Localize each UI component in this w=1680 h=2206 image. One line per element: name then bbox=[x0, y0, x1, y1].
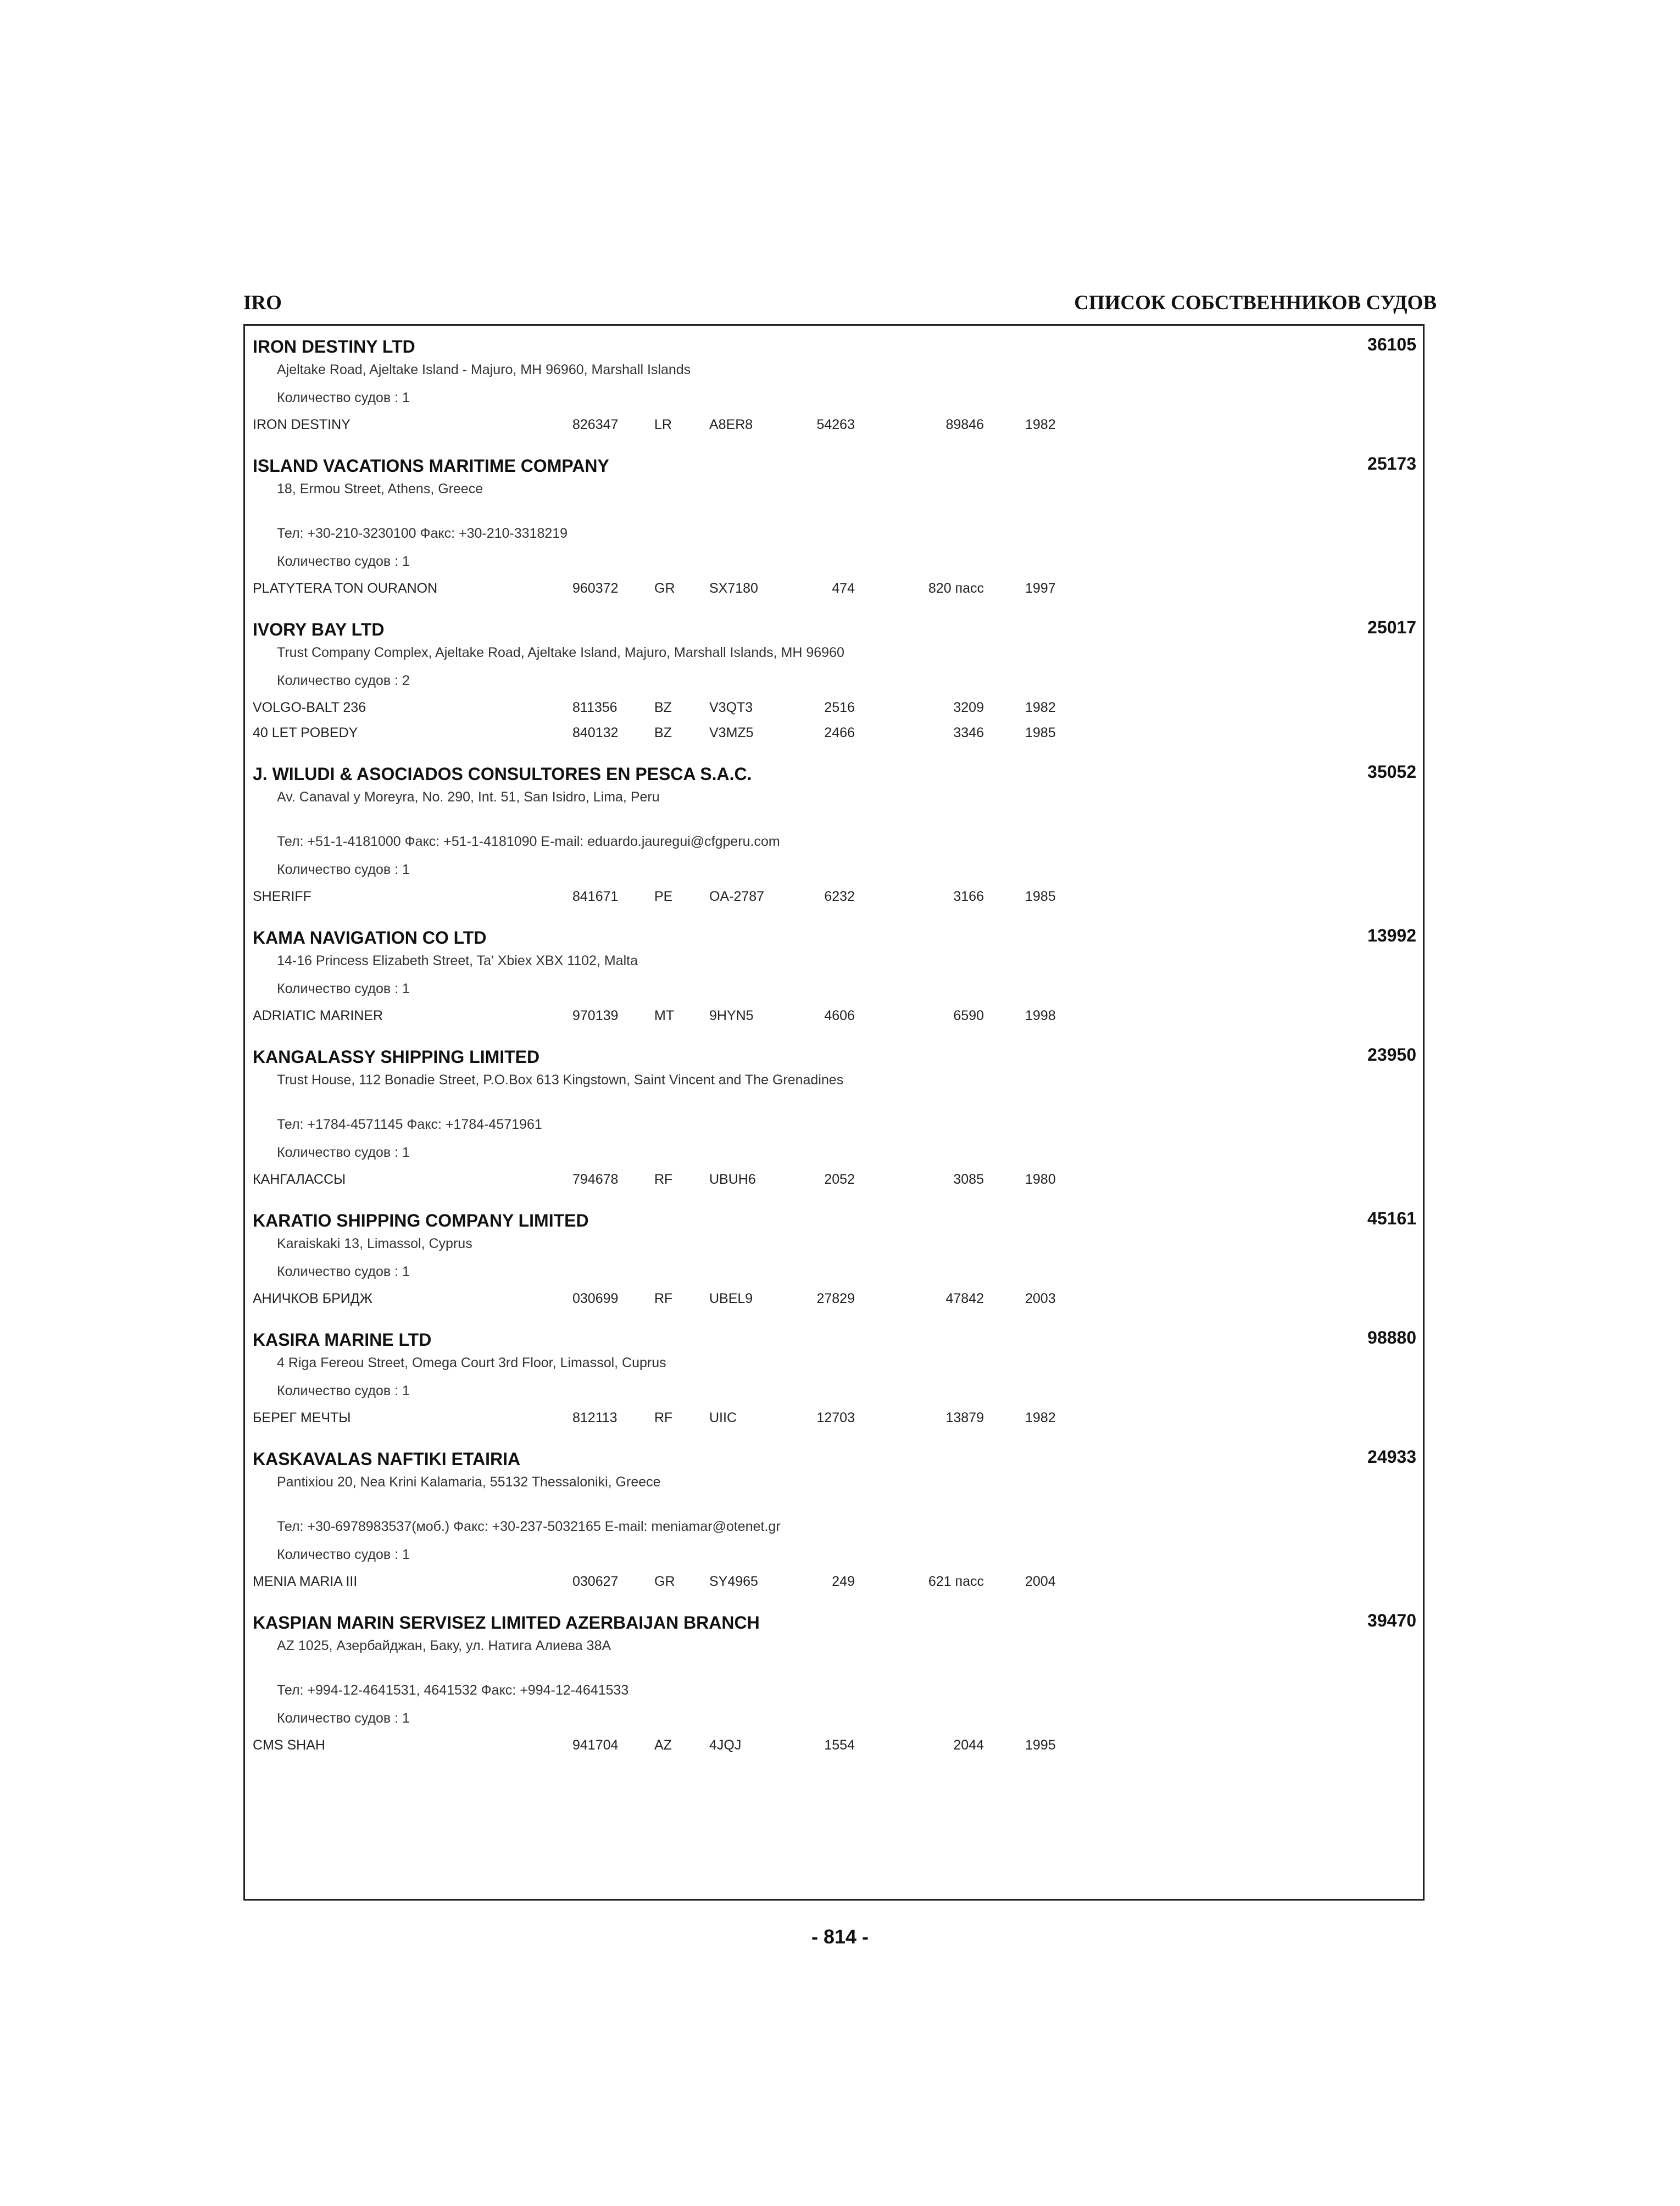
vessel-name: КАНГАЛАССЫ bbox=[253, 1172, 346, 1187]
spacer bbox=[245, 1594, 1423, 1602]
vessel-flag: RF bbox=[654, 1410, 673, 1425]
owner-entry bbox=[245, 1602, 1423, 1765]
owner-line bbox=[245, 1200, 1423, 1230]
vessel-row bbox=[245, 412, 1423, 437]
owner-line bbox=[245, 1438, 1423, 1468]
vessel-deadweight: 6590 bbox=[953, 1008, 984, 1023]
owner-address: Trust House, 112 Bonadie Street, P.O.Box 613 Kingstown, Saint Vincent and The Grenadines bbox=[277, 1072, 844, 1088]
owner-contacts: Тел: +1784-4571145 Факс: +1784-4571961 bbox=[277, 1117, 542, 1132]
vessel-flag: GR bbox=[654, 581, 675, 596]
vessel-imo: 960372 bbox=[572, 581, 619, 596]
vessel-count: Количество судов : 1 bbox=[277, 390, 410, 405]
vessel-count: Количество судов : 2 bbox=[277, 673, 410, 688]
vessel-deadweight: 89846 bbox=[945, 417, 984, 432]
vessel-name: PLATYTERA TON OURANON bbox=[253, 581, 438, 596]
vessel-build-year: 1997 bbox=[1025, 581, 1056, 596]
owner-address: Trust Company Complex, Ajeltake Road, Ajeltake Island, Majuro, Marshall Islands, MH 96960 bbox=[277, 645, 844, 660]
vessel-imo: 841671 bbox=[572, 889, 619, 904]
owner-line bbox=[245, 917, 1423, 947]
vessel-gross-tonnage: 6232 bbox=[824, 889, 855, 904]
owner-contacts: Тел: +30-210-3230100 Факс: +30-210-3318219 bbox=[277, 526, 568, 541]
page-number: - 814 - bbox=[811, 1925, 869, 1948]
owner-entry bbox=[245, 609, 1423, 753]
vessel-flag: RF bbox=[654, 1291, 673, 1306]
owner-line bbox=[245, 753, 1423, 783]
vessel-call-sign: SY4965 bbox=[709, 1574, 758, 1589]
vessel-build-year: 1982 bbox=[1025, 1410, 1056, 1425]
vessel-gross-tonnage: 12703 bbox=[816, 1410, 855, 1425]
owner-list-frame bbox=[243, 324, 1425, 1901]
vessel-row bbox=[245, 695, 1423, 720]
owner-address: Pantixiou 20, Nea Krini Kalamaria, 55132 Thessaloniki, Greece bbox=[277, 1474, 661, 1490]
owner-address: Av. Canaval y Moreyra, No. 290, Int. 51, San Isidro, Lima, Peru bbox=[277, 789, 660, 805]
vessel-call-sign: A8ER8 bbox=[709, 417, 753, 432]
vessel-flag: AZ bbox=[654, 1737, 672, 1753]
vessel-row bbox=[245, 1733, 1423, 1758]
owner-line bbox=[245, 445, 1423, 475]
vessel-name: MENIA MARIA III bbox=[253, 1574, 358, 1589]
vessel-row bbox=[245, 720, 1423, 745]
owner-id: 35052 bbox=[1367, 762, 1416, 782]
vessel-deadweight: 47842 bbox=[945, 1291, 984, 1306]
running-head-title: СПИСОК СОБСТВЕННИКОВ СУДОВ bbox=[1074, 292, 1437, 314]
vessel-gross-tonnage: 54263 bbox=[816, 417, 855, 432]
owner-name: KASIRA MARINE LTD bbox=[253, 1330, 432, 1350]
vessel-flag: PE bbox=[654, 889, 673, 904]
owner-id: 39470 bbox=[1367, 1611, 1416, 1630]
owner-id: 36105 bbox=[1367, 335, 1416, 354]
vessel-count: Количество судов : 1 bbox=[277, 554, 410, 569]
owner-line bbox=[245, 1319, 1423, 1349]
owner-id: 25017 bbox=[1367, 617, 1416, 637]
vessel-flag: BZ bbox=[654, 700, 672, 715]
vessel-row bbox=[245, 1003, 1423, 1028]
owner-contacts: Тел: +51-1-4181000 Факс: +51-1-4181090 E-mail: eduardo.jauregui@cfgperu.com bbox=[277, 834, 780, 849]
owner-name: KARATIO SHIPPING COMPANY LIMITED bbox=[253, 1211, 589, 1230]
vessel-flag: BZ bbox=[654, 725, 672, 740]
owner-name: J. WILUDI & ASOCIADOS CONSULTORES EN PESCA S.A.C. bbox=[253, 764, 752, 784]
vessel-count: Количество судов : 1 bbox=[277, 1547, 410, 1562]
vessel-call-sign: UIIC bbox=[709, 1410, 737, 1425]
vessel-count: Количество судов : 1 bbox=[277, 1264, 410, 1279]
spacer bbox=[245, 1028, 1423, 1036]
owner-address: AZ 1025, Азербайджан, Баку, ул. Натига Алиева 38А bbox=[277, 1638, 611, 1653]
owner-entry bbox=[245, 753, 1423, 917]
vessel-imo: 030699 bbox=[572, 1291, 619, 1306]
vessel-imo: 840132 bbox=[572, 725, 619, 740]
spacer bbox=[245, 503, 1423, 520]
owner-name: ISLAND VACATIONS MARITIME COMPANY bbox=[253, 456, 609, 476]
owner-name: IVORY BAY LTD bbox=[253, 620, 385, 639]
vessel-name: АНИЧКОВ БРИДЖ bbox=[253, 1291, 372, 1306]
owner-entry bbox=[245, 1036, 1423, 1200]
vessel-imo: 794678 bbox=[572, 1172, 619, 1187]
spacer bbox=[245, 1660, 1423, 1676]
owner-entry bbox=[245, 326, 1423, 445]
spacer bbox=[245, 1496, 1423, 1513]
vessel-gross-tonnage: 2516 bbox=[824, 700, 855, 715]
vessel-gross-tonnage: 27829 bbox=[816, 1291, 855, 1306]
owner-entry bbox=[245, 1438, 1423, 1602]
vessel-flag: MT bbox=[654, 1008, 675, 1023]
vessel-count: Количество судов : 1 bbox=[277, 1711, 410, 1726]
vessel-row bbox=[245, 1405, 1423, 1430]
spacer bbox=[245, 1311, 1423, 1319]
vessel-build-year: 1998 bbox=[1025, 1008, 1056, 1023]
vessel-count: Количество судов : 1 bbox=[277, 862, 410, 877]
vessel-imo: 826347 bbox=[572, 417, 619, 432]
vessel-deadweight: 3209 bbox=[953, 700, 984, 715]
owner-entry bbox=[245, 917, 1423, 1036]
owner-entry bbox=[245, 445, 1423, 609]
vessel-build-year: 1985 bbox=[1025, 889, 1056, 904]
owner-address: Karaiskaki 13, Limassol, Cyprus bbox=[277, 1236, 472, 1251]
spacer bbox=[245, 601, 1423, 609]
vessel-flag: LR bbox=[654, 417, 672, 432]
vessel-imo: 941704 bbox=[572, 1737, 619, 1753]
vessel-build-year: 1982 bbox=[1025, 417, 1056, 432]
vessel-name: CMS SHAH bbox=[253, 1737, 325, 1753]
vessel-row bbox=[245, 1569, 1423, 1594]
vessel-gross-tonnage: 474 bbox=[832, 581, 855, 596]
vessel-imo: 811356 bbox=[572, 700, 618, 715]
vessel-deadweight: 3346 bbox=[953, 725, 984, 740]
spacer bbox=[245, 437, 1423, 445]
vessel-imo: 970139 bbox=[572, 1008, 619, 1023]
running-head bbox=[243, 291, 1437, 324]
owner-address: 14-16 Princess Elizabeth Street, Ta' Xbiex XBX 1102, Malta bbox=[277, 953, 638, 968]
vessel-build-year: 1982 bbox=[1025, 700, 1056, 715]
vessel-imo: 812113 bbox=[572, 1410, 618, 1425]
owner-name: KAMA NAVIGATION CO LTD bbox=[253, 928, 487, 948]
spacer bbox=[245, 909, 1423, 917]
owner-contacts: Тел: +994-12-4641531, 4641532 Факс: +994-12-4641533 bbox=[277, 1683, 629, 1698]
vessel-deadweight: 2044 bbox=[953, 1737, 984, 1753]
vessel-deadweight: 820 пасс bbox=[928, 581, 984, 596]
vessel-count: Количество судов : 1 bbox=[277, 981, 410, 996]
owner-name: IRON DESTINY LTD bbox=[253, 337, 415, 356]
owner-address: Ajeltake Road, Ajeltake Island - Majuro, MH 96960, Marshall Islands bbox=[277, 362, 691, 377]
spacer bbox=[245, 1430, 1423, 1438]
spacer bbox=[245, 1192, 1423, 1200]
vessel-call-sign: UBUH6 bbox=[709, 1172, 756, 1187]
spacer bbox=[245, 1094, 1423, 1111]
owner-line bbox=[245, 1036, 1423, 1066]
vessel-count: Количество судов : 1 bbox=[277, 1145, 410, 1160]
vessel-gross-tonnage: 4606 bbox=[824, 1008, 855, 1023]
owner-name: KASKAVALAS NAFTIKI ETAIRIA bbox=[253, 1449, 521, 1469]
owner-line bbox=[245, 609, 1423, 639]
owner-entry bbox=[245, 1200, 1423, 1319]
vessel-name: 40 LET POBEDY bbox=[253, 725, 358, 740]
vessel-build-year: 1985 bbox=[1025, 725, 1056, 740]
vessel-name: ADRIATIC MARINER bbox=[253, 1008, 383, 1023]
vessel-name: SHERIFF bbox=[253, 889, 311, 904]
vessel-call-sign: 4JQJ bbox=[709, 1737, 742, 1753]
owner-line bbox=[245, 326, 1423, 356]
owner-id: 13992 bbox=[1367, 926, 1416, 945]
vessel-build-year: 2003 bbox=[1025, 1291, 1056, 1306]
vessel-imo: 030627 bbox=[572, 1574, 619, 1589]
vessel-call-sign: OA-2787 bbox=[709, 889, 765, 904]
owner-id: 98880 bbox=[1367, 1328, 1416, 1347]
vessel-call-sign: 9HYN5 bbox=[709, 1008, 754, 1023]
vessel-deadweight: 621 пасс bbox=[928, 1574, 984, 1589]
owner-id: 45161 bbox=[1367, 1208, 1416, 1228]
vessel-deadweight: 3166 bbox=[953, 889, 984, 904]
owner-id: 23950 bbox=[1367, 1045, 1416, 1065]
vessel-gross-tonnage: 2052 bbox=[824, 1172, 855, 1187]
vessel-row bbox=[245, 1167, 1423, 1192]
vessel-build-year: 1995 bbox=[1025, 1737, 1056, 1753]
vessel-call-sign: V3QT3 bbox=[709, 700, 753, 715]
vessel-name: VOLGO-BALT 236 bbox=[253, 700, 366, 715]
owner-address: 4 Riga Fereou Street, Omega Court 3rd Floor, Limassol, Cuprus bbox=[277, 1355, 666, 1371]
owner-contacts: Тел: +30-6978983537(моб.) Факс: +30-237-5032165 E-mail: meniamar@otenet.gr bbox=[277, 1519, 781, 1534]
owner-name: KASPIAN MARIN SERVISEZ LIMITED AZERBAIJAN BRANCH bbox=[253, 1613, 760, 1633]
vessel-gross-tonnage: 2466 bbox=[824, 725, 855, 740]
vessel-gross-tonnage: 249 bbox=[832, 1574, 855, 1589]
spacer bbox=[245, 745, 1423, 753]
vessel-count: Количество судов : 1 bbox=[277, 1383, 410, 1399]
vessel-deadweight: 13879 bbox=[945, 1410, 984, 1425]
owner-name: KANGALASSY SHIPPING LIMITED bbox=[253, 1047, 540, 1067]
vessel-flag: GR bbox=[654, 1574, 675, 1589]
vessel-row bbox=[245, 884, 1423, 909]
vessel-row bbox=[245, 1286, 1423, 1311]
spacer bbox=[245, 811, 1423, 828]
vessel-call-sign: SX7180 bbox=[709, 581, 758, 596]
owner-id: 24933 bbox=[1367, 1447, 1416, 1467]
vessel-call-sign: V3MZ5 bbox=[709, 725, 754, 740]
running-head-section: IRO bbox=[243, 292, 282, 314]
vessel-row bbox=[245, 576, 1423, 601]
vessel-name: БЕРЕГ МЕЧТЫ bbox=[253, 1410, 351, 1425]
owner-id: 25173 bbox=[1367, 454, 1416, 473]
vessel-name: IRON DESTINY bbox=[253, 417, 351, 432]
owner-line bbox=[245, 1602, 1423, 1632]
vessel-build-year: 1980 bbox=[1025, 1172, 1056, 1187]
vessel-gross-tonnage: 1554 bbox=[824, 1737, 855, 1753]
vessel-deadweight: 3085 bbox=[953, 1172, 984, 1187]
vessel-build-year: 2004 bbox=[1025, 1574, 1056, 1589]
spacer bbox=[245, 1758, 1423, 1765]
owner-entry bbox=[245, 1319, 1423, 1438]
vessel-call-sign: UBEL9 bbox=[709, 1291, 753, 1306]
vessel-flag: RF bbox=[654, 1172, 673, 1187]
owner-address: 18, Ermou Street, Athens, Greece bbox=[277, 481, 483, 497]
